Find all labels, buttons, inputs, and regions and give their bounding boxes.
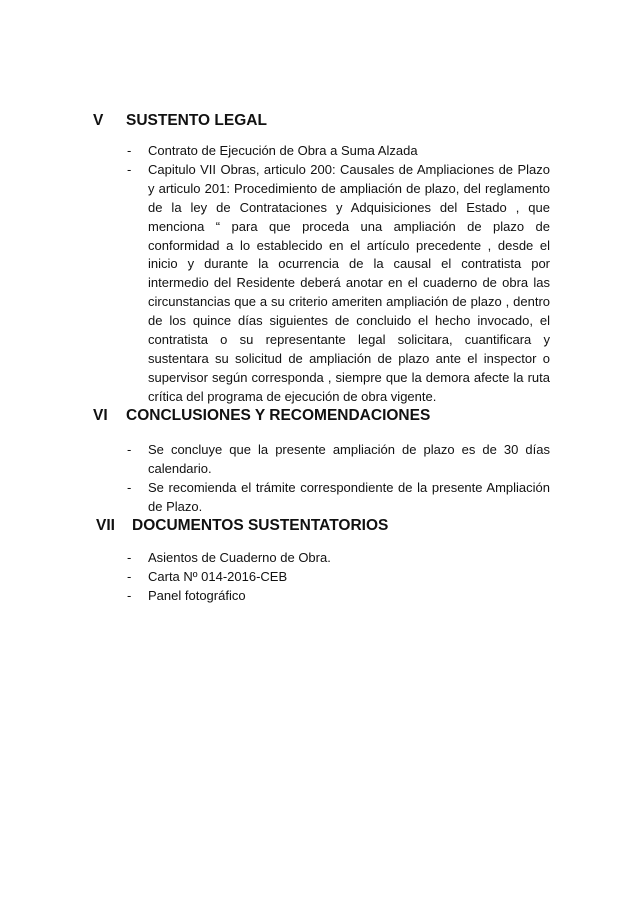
section-title: DOCUMENTOS SUSTENTATORIOS	[132, 517, 389, 534]
list-item-text: Panel fotográfico	[148, 587, 246, 603]
section-number: VI	[93, 407, 108, 424]
section-sustento-legal	[0, 110, 638, 407]
list-item-text: Contrato de Ejecución de Obra a Suma Alzada	[148, 143, 418, 158]
bullet-dash: -	[127, 143, 132, 158]
section-number: VII	[96, 517, 115, 534]
list-item	[0, 479, 550, 517]
item-list	[0, 441, 638, 517]
list-item	[0, 161, 550, 407]
list-item-text: Se concluye que la presente ampliación de plazo es de 30 días calendario.	[148, 442, 550, 476]
section-number: V	[93, 112, 104, 129]
list-item-text: Carta Nº 014-2016-CEB	[148, 568, 288, 584]
bullet-dash: -	[127, 479, 132, 495]
item-list	[0, 142, 638, 407]
list-item	[0, 549, 550, 568]
section-heading	[0, 515, 638, 537]
list-item	[0, 142, 550, 161]
section-title: SUSTENTO LEGAL	[126, 112, 267, 129]
section-heading	[0, 110, 638, 132]
item-list	[0, 549, 638, 606]
list-item	[0, 568, 550, 587]
list-item-text: Asientos de Cuaderno de Obra.	[148, 550, 331, 565]
list-item	[0, 587, 550, 606]
bullet-dash: -	[127, 161, 132, 177]
bullet-dash: -	[127, 587, 132, 603]
list-item-text: Se recomienda el trámite correspondiente de la presente Ampliación de Plazo.	[148, 479, 550, 514]
section-title: CONCLUSIONES Y RECOMENDACIONES	[126, 407, 431, 424]
bullet-dash: -	[127, 442, 132, 457]
section-heading	[0, 405, 638, 427]
bullet-dash: -	[127, 568, 132, 584]
section-documentos	[0, 515, 638, 606]
section-conclusiones	[0, 405, 638, 517]
bullet-dash: -	[127, 550, 132, 565]
list-item	[0, 441, 550, 479]
list-item-text: Capitulo VII Obras, articulo 200: Causales de Ampliaciones de Plazo y articulo 201: Procedimiento de ampliación de plazo, del reglamento de la ley de Contrataciones y Adquisiciones del Estado , que menciona “ para que proceda una ampliación de plazo de conformidad a lo establecido en el artículo precedente , desde el inicio y durante la ocurrencia de la causal el contratista por intermedio del Residente deberá anotar en el cuaderno de obra las circunstancias que a su criterio ameriten ampliación de plazo , dentro de los quince días siguientes de concluido el hecho invocado, el contratista o su representante legal solicitara, cuantificara y sustentara su solicitud de ampliación de plazo ante el inspector o supervisor según corresponda , siempre que la demora afecte la ruta crítica del programa de ejecución de obra vigente.	[148, 161, 550, 404]
